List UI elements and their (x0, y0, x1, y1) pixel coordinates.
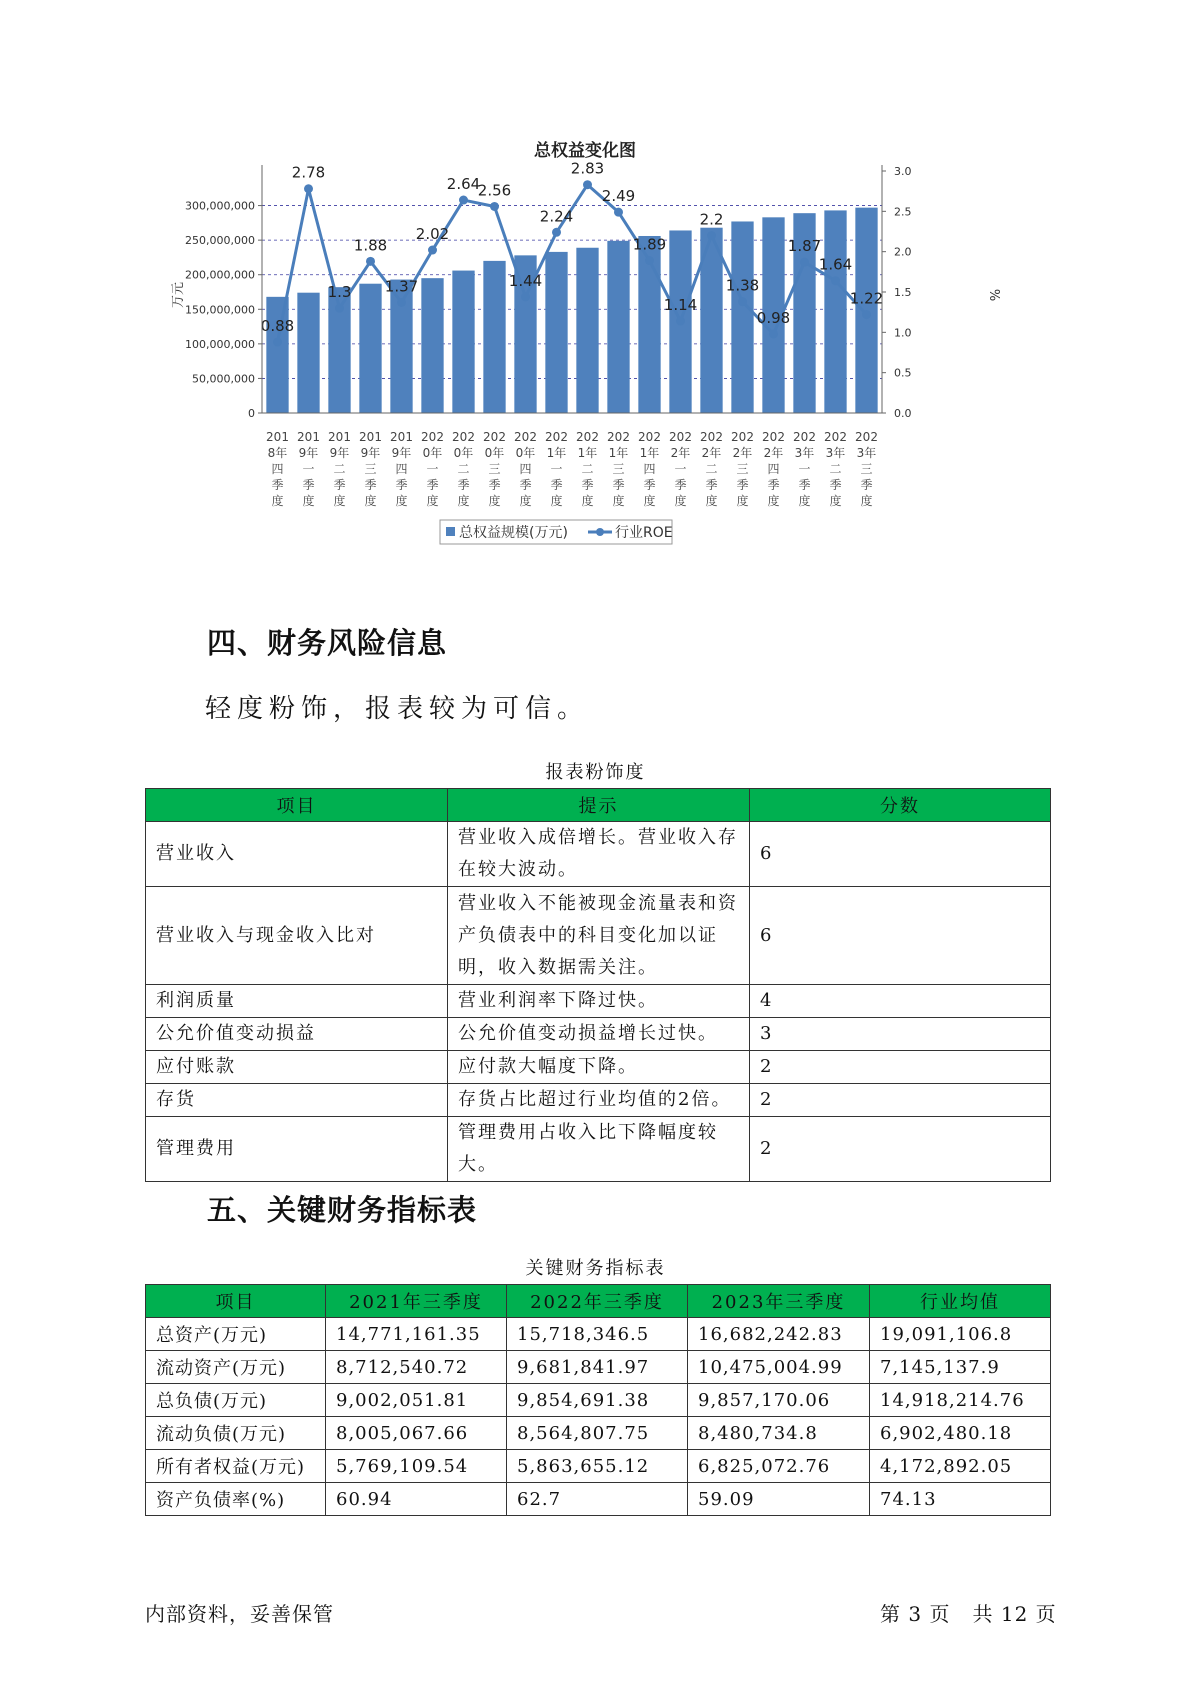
bar-total-equity (576, 248, 598, 413)
roe-point (831, 276, 840, 285)
x-category-label: 一 (674, 462, 687, 476)
left-axis-tick-label: 100,000,000 (185, 337, 255, 351)
kpi-value: 16,682,242.83 (688, 1318, 870, 1351)
footer-page-number: 第 3 页 共 12 页 (880, 1602, 1057, 1626)
risk-score: 6 (750, 822, 1051, 887)
x-category-label: 201 (390, 430, 413, 444)
bar-total-equity (483, 261, 505, 413)
bar-total-equity (824, 210, 846, 413)
kpi-value: 5,769,109.54 (326, 1450, 507, 1483)
x-category-label: 度 (426, 494, 439, 508)
x-category-label: 202 (731, 430, 754, 444)
roe-point (707, 231, 716, 240)
x-category-label: 3年 (794, 446, 815, 460)
x-category-label: 202 (483, 430, 506, 444)
x-category-label: 季 (550, 478, 563, 492)
roe-point (459, 196, 468, 205)
risk-item: 公允价值变动损益 (146, 1018, 448, 1051)
kpi-value: 60.94 (326, 1483, 507, 1516)
risk-item: 应付账款 (146, 1051, 448, 1084)
x-category-label: 度 (488, 494, 501, 508)
equity-change-chart (170, 135, 1010, 595)
kpi-value: 14,918,214.76 (870, 1384, 1051, 1417)
left-axis-tick-label: 150,000,000 (185, 303, 255, 317)
kpi-item: 流动负债(万元) (146, 1417, 326, 1450)
kpi-header-2023q3: 2023年三季度 (688, 1285, 870, 1318)
table-row (146, 1117, 1051, 1182)
left-axis-tick-label: 250,000,000 (185, 234, 255, 248)
kpi-value: 9,681,841.97 (507, 1351, 688, 1384)
roe-data-label: 1.44 (508, 271, 543, 290)
kpi-value: 5,863,655.12 (507, 1450, 688, 1483)
kpi-header-2022q3: 2022年三季度 (507, 1285, 688, 1318)
x-category-label: 202 (545, 430, 568, 444)
chart-roe-line (261, 160, 883, 347)
x-category-label: 1年 (577, 446, 598, 460)
x-category-label: 季 (829, 478, 842, 492)
x-category-label: 1年 (608, 446, 629, 460)
risk-item: 利润质量 (146, 985, 448, 1018)
roe-data-label: 1.64 (818, 255, 853, 274)
table-row (146, 1051, 1051, 1084)
kpi-value: 8,564,807.75 (507, 1417, 688, 1450)
roe-data-label: 1.89 (632, 235, 667, 254)
risk-header-hint: 提示 (448, 789, 750, 822)
kpi-value: 8,005,067.66 (326, 1417, 507, 1450)
x-category-label: 四 (643, 462, 656, 476)
right-axis-tick-label: 1.5 (894, 286, 912, 299)
kpi-header-2021q3: 2021年三季度 (326, 1285, 507, 1318)
x-category-label: 度 (612, 494, 625, 508)
kpi-value: 7,145,137.9 (870, 1351, 1051, 1384)
risk-hint: 营业收入不能被现金流量表和资产负债表中的科目变化加以证明，收入数据需关注。 (448, 887, 750, 985)
x-category-label: 季 (302, 478, 315, 492)
x-category-label: 季 (271, 478, 284, 492)
x-category-label: 1年 (546, 446, 567, 460)
kpi-value: 6,902,480.18 (870, 1417, 1051, 1450)
x-category-label: 季 (519, 478, 532, 492)
x-category-label: 9年 (298, 446, 319, 460)
x-category-label: 季 (767, 478, 780, 492)
x-category-label: 度 (395, 494, 408, 508)
kpi-value: 74.13 (870, 1483, 1051, 1516)
right-axis-tick-label: 1.0 (894, 326, 912, 340)
x-category-label: 9年 (329, 446, 350, 460)
x-category-label: 季 (457, 478, 470, 492)
roe-point (676, 317, 685, 326)
roe-point (800, 258, 809, 267)
roe-data-label: 1.14 (663, 296, 698, 315)
table-row (146, 887, 1051, 985)
x-category-label: 度 (457, 494, 470, 508)
kpi-item: 总负债(万元) (146, 1384, 326, 1417)
section-4-title: 四、财务风险信息 (207, 626, 448, 660)
x-category-label: 2年 (670, 446, 691, 460)
left-axis-tick-label: 300,000,000 (185, 199, 255, 213)
roe-point (583, 180, 592, 189)
risk-table (145, 788, 1051, 1182)
x-category-label: 一 (550, 462, 563, 476)
x-category-label: 0年 (515, 446, 536, 460)
kpi-value: 4,172,892.05 (870, 1450, 1051, 1483)
risk-hint: 营业利润率下降过快。 (448, 985, 750, 1018)
risk-item: 存货 (146, 1084, 448, 1117)
roe-point (273, 338, 282, 347)
x-category-label: 度 (860, 494, 873, 508)
x-category-label: 8年 (267, 446, 288, 460)
roe-point (521, 292, 530, 301)
legend-bar-swatch (446, 527, 455, 536)
roe-data-label: 2.24 (539, 207, 574, 226)
x-category-label: 度 (705, 494, 718, 508)
table-row (146, 1351, 1051, 1384)
x-category-label: 度 (519, 494, 532, 508)
table-row (146, 822, 1051, 887)
risk-item: 管理费用 (146, 1117, 448, 1182)
x-category-label: 三 (612, 462, 625, 476)
risk-hint: 存货占比超过行业均值的2倍。 (448, 1084, 750, 1117)
x-category-label: 202 (824, 430, 847, 444)
x-category-label: 202 (607, 430, 630, 444)
x-category-label: 季 (705, 478, 718, 492)
x-category-label: 9年 (391, 446, 412, 460)
risk-score: 2 (750, 1117, 1051, 1182)
roe-data-label: 2.49 (601, 187, 636, 206)
x-category-label: 202 (700, 430, 723, 444)
kpi-header-industry-avg: 行业均值 (870, 1285, 1051, 1318)
x-category-label: 二 (457, 462, 470, 476)
x-category-label: 一 (426, 462, 439, 476)
kpi-value: 9,854,691.38 (507, 1384, 688, 1417)
table-row (146, 985, 1051, 1018)
x-category-label: 二 (829, 462, 842, 476)
x-category-label: 202 (855, 430, 878, 444)
x-category-label: 四 (767, 462, 780, 476)
roe-point (428, 246, 437, 255)
x-category-label: 三 (860, 462, 873, 476)
x-category-label: 二 (705, 462, 718, 476)
roe-point (769, 329, 778, 338)
kpi-value: 8,712,540.72 (326, 1351, 507, 1384)
x-category-label: 季 (612, 478, 625, 492)
kpi-value: 62.7 (507, 1483, 688, 1516)
x-category-label: 201 (266, 430, 289, 444)
chart-left-axis-label: 万元 (171, 281, 186, 309)
x-category-label: 202 (793, 430, 816, 444)
kpi-item: 总资产(万元) (146, 1318, 326, 1351)
roe-data-label: 1.38 (725, 276, 760, 295)
roe-point (645, 256, 654, 265)
kpi-value: 6,825,072.76 (688, 1450, 870, 1483)
bar-total-equity (731, 221, 753, 413)
x-category-label: 度 (767, 494, 780, 508)
risk-hint: 公允价值变动损益增长过快。 (448, 1018, 750, 1051)
x-category-label: 度 (271, 494, 284, 508)
x-category-label: 度 (302, 494, 315, 508)
right-axis-tick-label: 2.0 (894, 245, 912, 259)
kpi-header-item: 项目 (146, 1285, 326, 1318)
kpi-value: 9,857,170.06 (688, 1384, 870, 1417)
bar-total-equity (607, 241, 629, 413)
x-category-label: 201 (297, 430, 320, 444)
x-category-label: 度 (364, 494, 377, 508)
x-category-label: 三 (488, 462, 501, 476)
risk-header-item: 项目 (146, 789, 448, 822)
x-category-label: 201 (359, 430, 382, 444)
x-category-label: 季 (364, 478, 377, 492)
x-category-label: 度 (643, 494, 656, 508)
table-row (146, 1483, 1051, 1516)
table-row (146, 1318, 1051, 1351)
risk-hint: 营业收入成倍增长。营业收入存在较大波动。 (448, 822, 750, 887)
x-category-label: 0年 (484, 446, 505, 460)
x-category-label: 202 (762, 430, 785, 444)
x-category-label: 度 (333, 494, 346, 508)
x-category-label: 三 (364, 462, 377, 476)
x-category-label: 2年 (701, 446, 722, 460)
roe-data-label: 1.22 (849, 289, 884, 308)
risk-hint: 管理费用占收入比下降幅度较大。 (448, 1117, 750, 1182)
kpi-value: 19,091,106.8 (870, 1318, 1051, 1351)
section-4-summary: 轻度粉饰，报表较为可信。 (205, 694, 590, 724)
section-5-title: 五、关键财务指标表 (207, 1193, 478, 1227)
roe-data-label: 2.83 (570, 159, 605, 178)
bar-total-equity (452, 271, 474, 413)
roe-data-label: 1.87 (787, 237, 822, 256)
risk-table-caption: 报表粉饰度 (545, 762, 646, 783)
bar-total-equity (545, 252, 567, 413)
roe-data-label: 2.02 (415, 225, 450, 244)
risk-score: 6 (750, 887, 1051, 985)
x-category-label: 202 (514, 430, 537, 444)
x-category-label: 一 (302, 462, 315, 476)
x-category-label: 202 (421, 430, 444, 444)
roe-data-label: 2.2 (699, 210, 724, 229)
x-category-label: 二 (333, 462, 346, 476)
x-category-label: 三 (736, 462, 749, 476)
risk-score: 3 (750, 1018, 1051, 1051)
x-category-label: 度 (550, 494, 563, 508)
x-category-label: 四 (271, 462, 284, 476)
x-category-label: 0年 (422, 446, 443, 460)
roe-point (397, 298, 406, 307)
roe-data-label: 2.64 (446, 175, 481, 194)
x-category-label: 1年 (639, 446, 660, 460)
risk-header-score: 分数 (750, 789, 1051, 822)
table-row (146, 1450, 1051, 1483)
roe-point (490, 202, 499, 211)
left-axis-tick-label: 50,000,000 (192, 372, 255, 386)
x-category-label: 202 (452, 430, 475, 444)
x-category-label: 一 (798, 462, 811, 476)
kpi-table (145, 1284, 1051, 1516)
kpi-value: 10,475,004.99 (688, 1351, 870, 1384)
roe-point (862, 310, 871, 319)
kpi-value: 59.09 (688, 1483, 870, 1516)
bar-total-equity (297, 293, 319, 413)
x-category-label: 季 (581, 478, 594, 492)
legend-line-marker (596, 528, 604, 536)
x-category-label: 202 (576, 430, 599, 444)
x-category-label: 202 (669, 430, 692, 444)
chart-right-axis-label: % (986, 288, 1001, 302)
kpi-value: 15,718,346.5 (507, 1318, 688, 1351)
bar-total-equity (266, 297, 288, 413)
roe-data-label: 2.56 (477, 181, 512, 200)
x-category-label: 3年 (856, 446, 877, 460)
kpi-item: 流动资产(万元) (146, 1351, 326, 1384)
legend-line-label: 行业ROE (615, 525, 673, 541)
kpi-item: 资产负债率(%) (146, 1483, 326, 1516)
roe-data-label: 1.37 (384, 277, 419, 296)
roe-point (552, 228, 561, 237)
roe-data-label: 2.78 (291, 163, 326, 182)
kpi-value: 14,771,161.35 (326, 1318, 507, 1351)
chart-gridlines (262, 206, 882, 379)
x-category-label: 季 (395, 478, 408, 492)
x-category-label: 季 (860, 478, 873, 492)
x-category-label: 度 (736, 494, 749, 508)
bar-total-equity (359, 284, 381, 413)
table-row (146, 1018, 1051, 1051)
x-category-label: 季 (798, 478, 811, 492)
x-category-label: 季 (488, 478, 501, 492)
roe-point (335, 304, 344, 313)
x-category-label: 季 (643, 478, 656, 492)
roe-point (304, 184, 313, 193)
x-category-label: 202 (638, 430, 661, 444)
roe-point (738, 297, 747, 306)
roe-data-label: 0.98 (756, 308, 791, 327)
left-axis-tick-label: 0 (248, 407, 255, 420)
roe-data-label: 1.88 (353, 236, 388, 255)
x-category-label: 二 (581, 462, 594, 476)
left-axis-tick-label: 200,000,000 (185, 268, 255, 282)
x-category-label: 四 (519, 462, 532, 476)
x-category-label: 2年 (763, 446, 784, 460)
legend-bar-label: 总权益规模(万元) (459, 525, 568, 541)
roe-point (614, 208, 623, 217)
right-axis-tick-label: 3.0 (894, 165, 912, 178)
x-category-label: 3年 (825, 446, 846, 460)
kpi-value: 8,480,734.8 (688, 1417, 870, 1450)
risk-score: 2 (750, 1051, 1051, 1084)
x-category-label: 季 (426, 478, 439, 492)
right-axis-tick-label: 0.0 (894, 407, 912, 420)
chart-legend (440, 520, 673, 544)
risk-score: 2 (750, 1084, 1051, 1117)
bar-total-equity (421, 278, 443, 413)
kpi-item: 所有者权益(万元) (146, 1450, 326, 1483)
right-axis-tick-label: 2.5 (894, 205, 912, 219)
risk-table-header (146, 789, 1051, 822)
risk-item: 营业收入 (146, 822, 448, 887)
risk-score: 4 (750, 985, 1051, 1018)
risk-hint: 应付款大幅度下降。 (448, 1051, 750, 1084)
kpi-value: 9,002,051.81 (326, 1384, 507, 1417)
right-axis-tick-label: 0.5 (894, 366, 912, 380)
x-category-label: 度 (674, 494, 687, 508)
table-row (146, 1084, 1051, 1117)
x-category-label: 2年 (732, 446, 753, 460)
table-row (146, 1384, 1051, 1417)
chart-title: 总权益变化图 (534, 141, 636, 161)
risk-item: 营业收入与现金收入比对 (146, 887, 448, 985)
roe-point (366, 257, 375, 266)
footer-confidential-note: 内部资料，妥善保管 (145, 1602, 334, 1626)
roe-data-label: 0.88 (260, 317, 295, 336)
kpi-table-header (146, 1285, 1051, 1318)
x-category-label: 201 (328, 430, 351, 444)
x-category-label: 9年 (360, 446, 381, 460)
x-category-label: 度 (581, 494, 594, 508)
roe-data-label: 1.3 (327, 283, 352, 302)
table-row (146, 1417, 1051, 1450)
x-category-label: 四 (395, 462, 408, 476)
x-category-label: 季 (333, 478, 346, 492)
x-category-label: 度 (798, 494, 811, 508)
x-category-label: 季 (736, 478, 749, 492)
x-category-label: 0年 (453, 446, 474, 460)
kpi-table-caption: 关键财务指标表 (525, 1258, 666, 1279)
x-category-label: 季 (674, 478, 687, 492)
x-category-label: 度 (829, 494, 842, 508)
